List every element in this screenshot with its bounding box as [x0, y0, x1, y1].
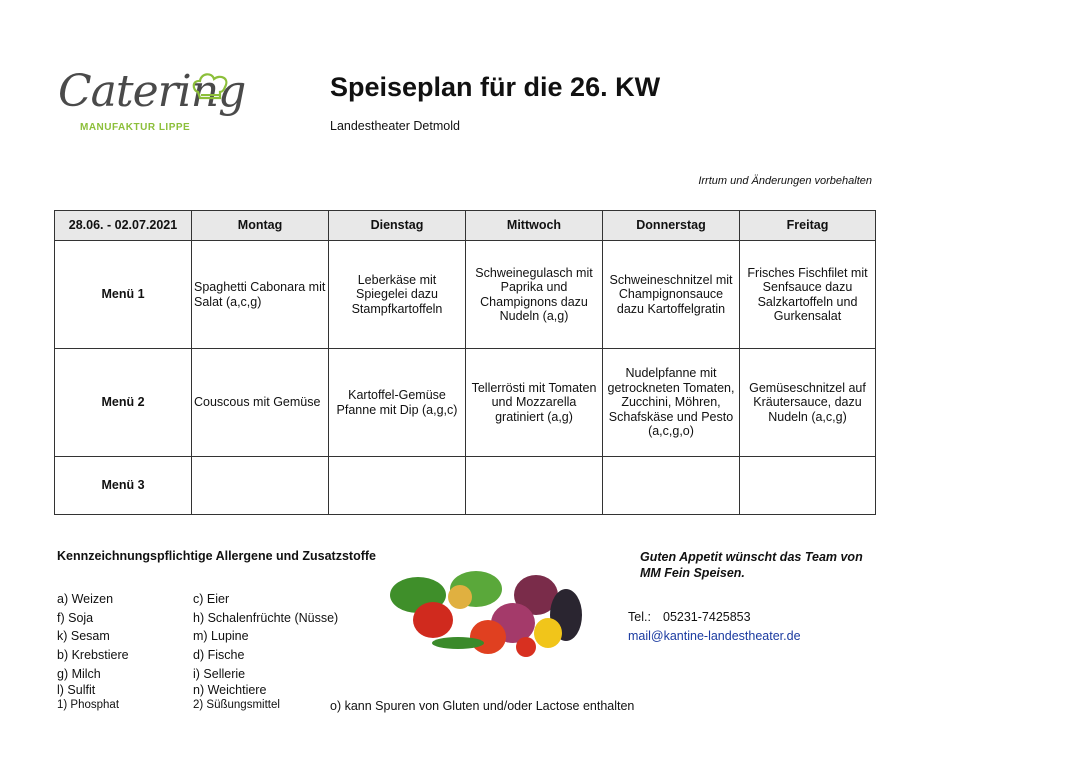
vegetables-image	[388, 565, 600, 665]
table-cell: Schweineschnitzel mit Champignonsauce dazu Kartoffelgratin	[603, 241, 740, 349]
allergen-item: c) Eier	[193, 592, 230, 606]
table-row	[55, 349, 876, 457]
row-label: Menü 1	[55, 241, 192, 349]
email-link[interactable]: mail@kantine-landestheater.de	[628, 629, 801, 643]
allergen-item: l) Sulfit	[57, 683, 96, 697]
page-title: Speiseplan für die 26. KW	[330, 72, 661, 102]
allergen-item: a) Weizen	[57, 592, 114, 606]
additive-item: 1) Phosphat	[57, 699, 120, 711]
header-donnerstag: Donnerstag	[603, 211, 740, 241]
table-cell: Gemüseschnitzel auf Kräutersauce, dazu Nudeln (a,c,g)	[740, 349, 876, 457]
table-cell	[466, 457, 603, 515]
table-cell	[329, 457, 466, 515]
table-row	[55, 241, 876, 349]
page-subtitle: Landestheater Detmold	[330, 119, 460, 133]
table-header-row	[55, 211, 876, 241]
greeting-line: Guten Appetit wünscht das Team von	[640, 550, 863, 564]
table-cell: Couscous mit Gemüse	[192, 349, 329, 457]
allergen-item: f) Soja	[57, 611, 94, 625]
table-cell: Tellerrösti mit Tomaten und Mozzarella gratiniert (a,g)	[466, 349, 603, 457]
additive-item: 2) Süßungsmittel	[193, 699, 280, 711]
logo-wordmark: Catering	[58, 66, 246, 117]
allergen-note: o) kann Spuren von Gluten und/oder Lactose enthalten	[330, 699, 635, 713]
phone-label: Tel.:	[628, 610, 651, 624]
row-label: Menü 3	[55, 457, 192, 515]
table-cell: Leberkäse mit Spiegelei dazu Stampfkartoffeln	[329, 241, 466, 349]
table-cell	[192, 457, 329, 515]
logo-subtitle: MANUFAKTUR LIPPE	[80, 122, 191, 133]
table-cell	[603, 457, 740, 515]
catering-logo	[58, 66, 246, 142]
disclaimer-note: Irrtum und Änderungen vorbehalten	[698, 175, 872, 187]
allergen-item: m) Lupine	[193, 629, 249, 643]
menu-table	[54, 210, 876, 515]
allergen-item: g) Milch	[57, 667, 101, 681]
table-row	[55, 457, 876, 515]
row-label: Menü 2	[55, 349, 192, 457]
phone-number: 05231-7425853	[663, 610, 751, 624]
header-dienstag: Dienstag	[329, 211, 466, 241]
greeting-line: MM Fein Speisen.	[640, 566, 745, 580]
table-cell: Schweinegulasch mit Paprika und Champignons dazu Nudeln (a,g)	[466, 241, 603, 349]
table-cell: Kartoffel-Gemüse Pfanne mit Dip (a,g,c)	[329, 349, 466, 457]
allergen-item: n) Weichtiere	[193, 683, 267, 697]
table-cell: Frisches Fischfilet mit Senfsauce dazu Salzkartoffeln und Gurkensalat	[740, 241, 876, 349]
table-cell: Spaghetti Cabonara mit Salat (a,c,g)	[192, 241, 329, 349]
chef-hat-icon	[190, 70, 232, 104]
table-cell: Nudelpfanne mit getrockneten Tomaten, Zucchini, Möhren, Schafskäse und Pesto (a,c,g,o)	[603, 349, 740, 457]
allergen-item: b) Krebstiere	[57, 648, 129, 662]
allergen-heading: Kennzeichnungspflichtige Allergene und Zusatzstoffe	[57, 549, 377, 563]
header-montag: Montag	[192, 211, 329, 241]
allergen-item: d) Fische	[193, 648, 245, 662]
allergen-item: h) Schalenfrüchte (Nüsse)	[193, 611, 339, 625]
table-cell	[740, 457, 876, 515]
allergen-item: k) Sesam	[57, 629, 110, 643]
allergen-item: i) Sellerie	[193, 667, 246, 681]
header-freitag: Freitag	[740, 211, 876, 241]
header-mittwoch: Mittwoch	[466, 211, 603, 241]
header-date-range: 28.06. - 02.07.2021	[55, 211, 192, 241]
greeting-text	[640, 549, 900, 581]
